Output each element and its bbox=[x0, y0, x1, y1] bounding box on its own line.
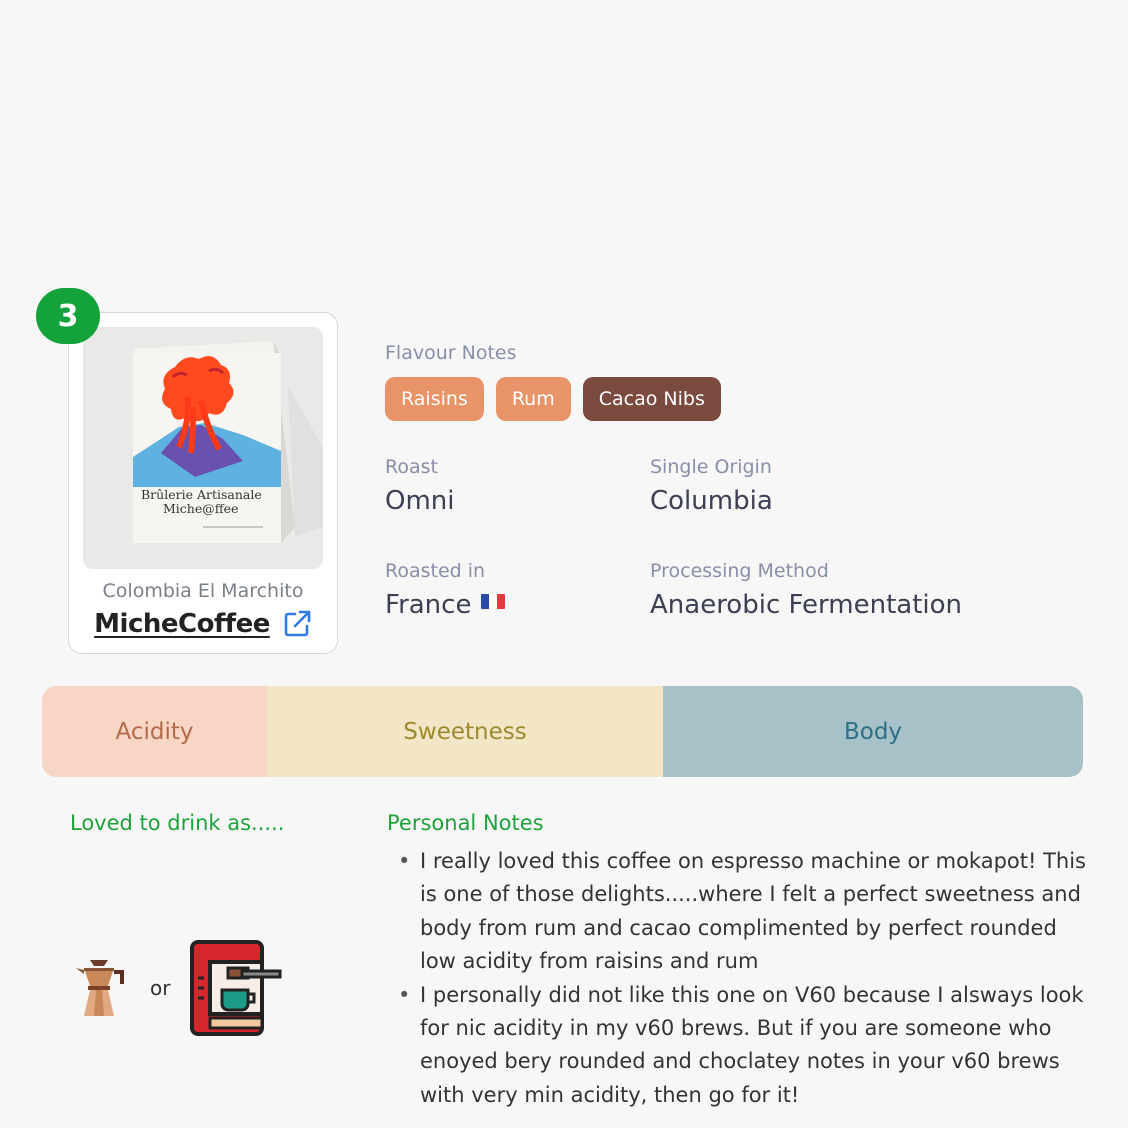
flavour-notes-label: Flavour Notes bbox=[385, 342, 517, 364]
external-link-icon[interactable] bbox=[282, 609, 312, 639]
bag-label-line1: Brûlerie Artisanale bbox=[141, 487, 262, 502]
roaster-link[interactable]: MicheCoffee bbox=[94, 609, 270, 639]
roasted-in-value: France bbox=[385, 590, 472, 620]
espresso-machine-icon bbox=[188, 938, 284, 1038]
france-flag-icon bbox=[481, 594, 505, 609]
taste-profile-bar bbox=[42, 686, 1083, 777]
product-name: Colombia El Marchito bbox=[102, 580, 304, 602]
drink-or-text: or bbox=[150, 976, 171, 1000]
process-value: Anaerobic Fermentation bbox=[650, 590, 962, 620]
list-item: • I really loved this coffee on espresso machine or mokapot! This is one of those delights.....where I felt a perfect sweetness and body from rum and cacao complimented by perfect rounded low acidity from raisins and rum bbox=[398, 845, 1088, 979]
flavour-chip: Cacao Nibs bbox=[583, 377, 721, 421]
flavour-chip: Raisins bbox=[385, 377, 484, 421]
flavour-chips bbox=[385, 377, 721, 421]
bag-label-line2: Miche@ffee bbox=[163, 501, 239, 516]
drink-title: Loved to drink as..... bbox=[70, 811, 285, 835]
drink-methods bbox=[70, 938, 290, 1038]
origin-label: Single Origin bbox=[650, 456, 772, 478]
flavour-chip: Rum bbox=[496, 377, 571, 421]
rank-badge: 3 bbox=[36, 288, 100, 344]
sweetness-segment: Sweetness bbox=[267, 686, 663, 777]
roast-label: Roast bbox=[385, 456, 438, 478]
moka-pot-icon bbox=[74, 956, 130, 1020]
process-label: Processing Method bbox=[650, 560, 829, 582]
product-photo bbox=[83, 327, 323, 569]
origin-value: Columbia bbox=[650, 486, 773, 516]
roasted-in-label: Roasted in bbox=[385, 560, 486, 582]
personal-notes-title: Personal Notes bbox=[387, 811, 544, 835]
acidity-segment: Acidity bbox=[42, 686, 267, 777]
personal-notes-list bbox=[398, 845, 1088, 1112]
body-segment: Body bbox=[663, 686, 1083, 777]
roaster-row bbox=[69, 609, 337, 639]
product-card bbox=[68, 312, 338, 654]
list-item: • I personally did not like this one on V60 because I alsways look for nic acidity in my v60 brews. But if you are someone who enoyed bery rounded and choclatey notes in your v60 brews with very min acidity, then go for it! bbox=[398, 979, 1088, 1113]
roast-value: Omni bbox=[385, 486, 455, 516]
roasted-in-row bbox=[385, 590, 505, 620]
